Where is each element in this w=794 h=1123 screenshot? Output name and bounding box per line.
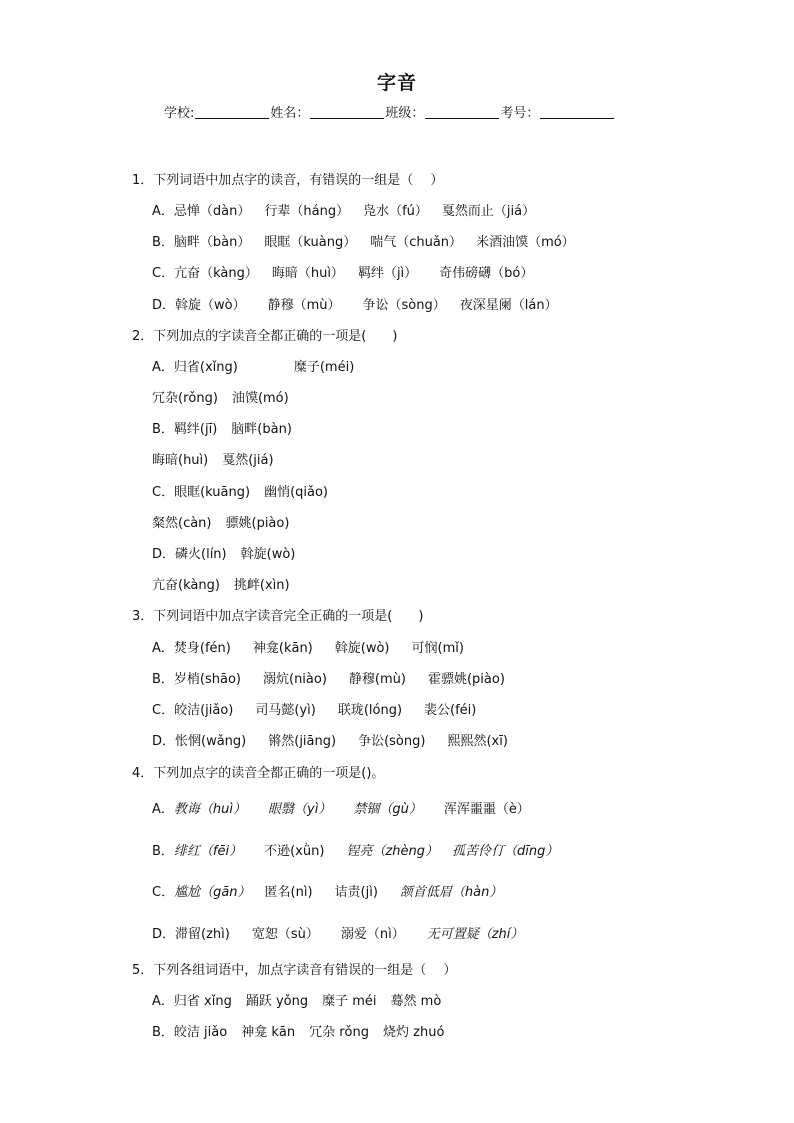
question-5-option-a: A．归省 xǐng 踊跃 yǒng 糜子 méi 蓦然 mò — [152, 994, 442, 1009]
exam-number-label: 考号： — [500, 106, 540, 121]
exam-number-blank[interactable] — [540, 104, 614, 119]
question-1-stem: 1．下列词语中加点字的读音，有错误的一组是（ ） — [132, 173, 444, 188]
question-3-option-a: A．焚身(fén) 神龛(kān) 斡旋(wò) 可悯(mǐ) — [152, 641, 464, 656]
name-label: 姓名： — [270, 106, 310, 121]
question-4-option-c: C．尴尬（gān） 匿名(nì) 诘责(jì) 颔首低眉（hàn） — [152, 885, 503, 900]
question-3-option-b: B．岁梢(shāo) 溺炕(niào) 静穆(mù) 霍骠姚(piào) — [152, 672, 505, 687]
question-2-option-d: D．磷火(lín) 斡旋(wò) — [152, 547, 296, 562]
question-2-option-b: B．羁绊(jī) 脑畔(bàn) — [152, 422, 292, 437]
question-2-option-a-continued: 冗杂(rǒng) 油馍(mó) — [152, 391, 289, 406]
question-1-option-d: D．斡旋（wò） 静穆（mù） 争讼（sòng） 夜深星阑（lán） — [152, 298, 558, 313]
question-4-option-d: D．滞留(zhì) 宽恕（sù） 溺爱（nì） 无可置疑（zhí） — [152, 927, 524, 942]
question-2-option-c: C．眼眶(kuāng) 幽悄(qiǎo) — [152, 485, 328, 500]
question-2-option-b-continued: 晦暗(huì) 戛然(jiá) — [152, 453, 274, 468]
question-5-option-b: B．皎洁 jiǎo 神龛 kān 冗杂 rǒng 烧灼 zhuó — [152, 1025, 445, 1040]
question-4-stem: 4．下列加点字的读音全都正确的一项是()。 — [132, 766, 385, 781]
question-3-option-d: D．怅惘(wǎng) 锵然(jiāng) 争讼(sòng) 熙熙然(xī) — [152, 734, 508, 749]
student-info-row — [164, 102, 615, 121]
question-3-stem: 3．下列词语中加点字读音完全正确的一项是( ) — [132, 609, 424, 624]
question-4-option-b: B．绯红（fēi） 不逊(xǜn) 锃亮（zhèng） 孤苦伶仃（dīng） — [152, 844, 559, 859]
question-2-option-a: A．归省(xǐng) 糜子(méi) — [152, 360, 355, 375]
question-4-option-a: A．教诲（huì） 眼翳（yì） 禁锢（gù） 浑浑噩噩（è） — [152, 802, 530, 817]
name-blank[interactable] — [310, 104, 384, 119]
question-1-option-b: B．脑畔（bàn） 眼眶（kuàng） 喘气（chuǎn） 米酒油馍（mó） — [152, 235, 575, 250]
school-blank[interactable] — [195, 104, 269, 119]
school-label: 学校: — [164, 106, 195, 121]
page-title: 字音 — [376, 72, 417, 94]
class-label: 班级： — [385, 106, 425, 121]
class-blank[interactable] — [425, 104, 499, 119]
question-3-option-c: C．皎洁(jiǎo) 司马懿(yì) 联珑(lóng) 裴公(féi) — [152, 703, 477, 718]
question-1-option-c: C．亢奋（kàng） 晦暗（huì） 羁绊（jì） 奇伟磅礴（bó） — [152, 266, 534, 281]
question-2-option-c-continued: 粲然(càn) 骠姚(piào) — [152, 516, 290, 531]
question-2-stem: 2．下列加点的字读音全都正确的一项是( ) — [132, 329, 398, 344]
question-5-stem: 5．下列各组词语中，加点字读音有错误的一组是（ ） — [132, 963, 457, 978]
question-1-option-a: A．忌惮（dàn） 行辈（háng） 凫水（fú） 戛然而止（jiá） — [152, 204, 536, 219]
question-2-option-d-continued: 亢奋(kàng) 挑衅(xìn) — [152, 578, 290, 593]
